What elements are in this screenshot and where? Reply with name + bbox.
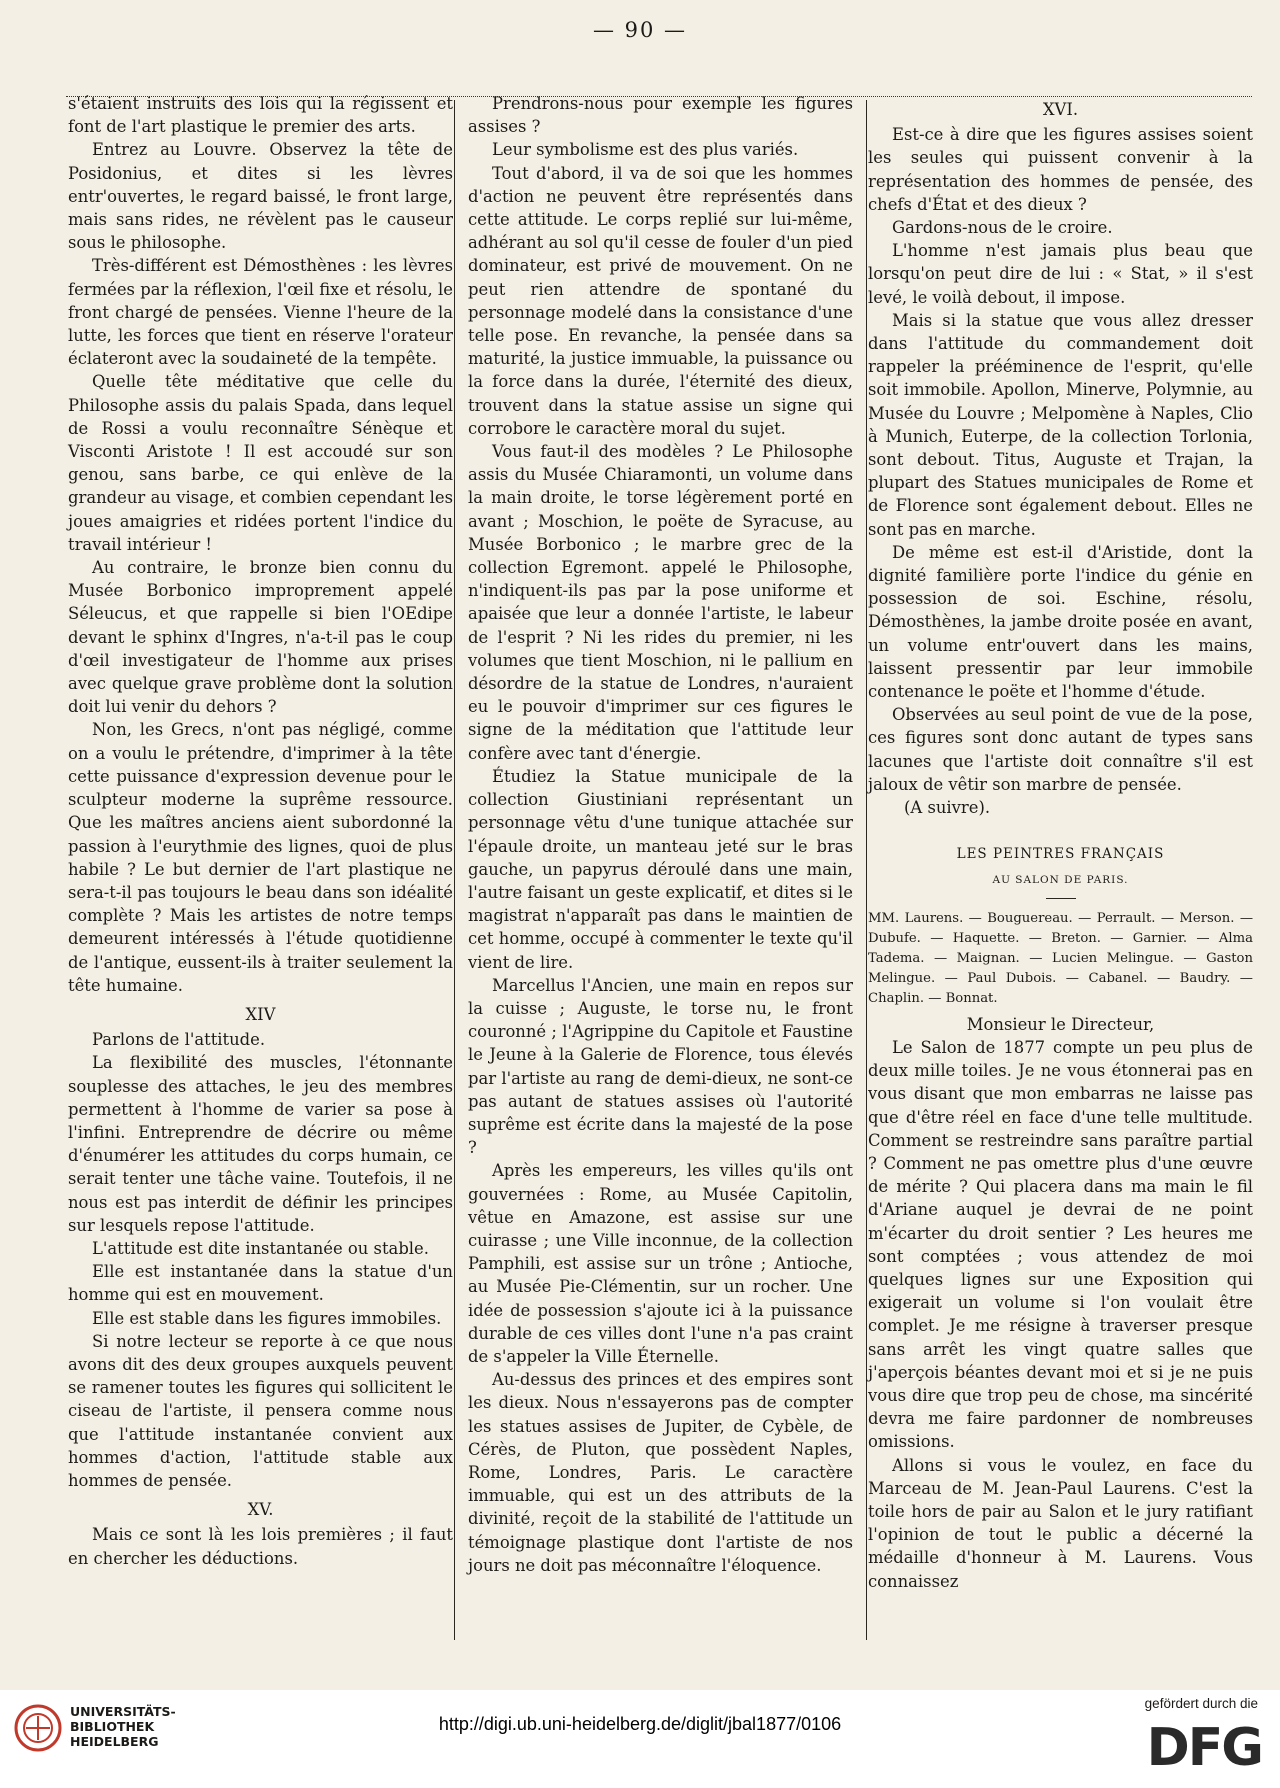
- article-title: LES PEINTRES FRANÇAIS: [956, 846, 1165, 863]
- text-column-2: [468, 92, 853, 1577]
- paragraph: Gardons-nous de le croire.: [892, 218, 1113, 238]
- paragraph: Allons si vous le voulez, en face du Marceau de M. Jean-Paul Laurens. C'est la toile hors de pair au Salon et le jury ratifiant l'opinion de tout le public a décerné la médaille d'honneur à M. Laurens. Vous connaissez: [868, 1455, 1253, 1591]
- paragraph: Leur symbolisme est des plus variés.: [492, 140, 799, 160]
- artist-list: MM. Laurens. — Bouguereau. — Perrault. — Merson. — Dubufe. — Haquette. — Breton. — Garnier. — Alma Tadema. — Maignan. — Lucien Melingue. — Gaston Melingue. — Paul Dubois. — Cabanel. — Baudry. — Chaplin. — Bonnat.: [868, 910, 1253, 1006]
- paragraph: Est-ce à dire que les figures assises soient les seules qui puissent convenir à la représentation des hommes de pensée, des chefs d'État et des dieux ?: [868, 125, 1253, 214]
- logo-line: HEIDELBERG: [70, 1734, 159, 1749]
- section-heading-xv: XV.: [247, 1500, 274, 1520]
- paragraph: Très-différent est Démosthènes : les lèvres fermées par la réflexion, l'œil fixe et résolu, le front chargé de pensées. Vienne l'heure de la lutte, les forces que tient en réserve l'orateur éclateront avec la soudaineté de la tempête.: [68, 256, 453, 369]
- paragraph: Entrez au Louvre. Observez la tête de Posidonius, et dites si les lèvres entr'ouvertes, le regard baissé, le front large, mais sans rides, ne révèlent pas le causeur sous le philosophe.: [68, 140, 453, 253]
- paragraph: Tout d'abord, il va de soi que les hommes d'action ne peuvent être représentés dans cette attitude. Le corps replié sur lui-même, adhérant au sol qu'il cesse de fouler d'un pied dominateur, est privé de mouvement. On ne peut rien attendre de spontané du personnage modelé dans la consistance d'une telle pose. En revanche, la pensée dans sa maturité, la justice immuable, la puissance ou la force dans la durée, l'éternité des dieux, trouvent dans la statue assise un signe qui corrobore le caractère moral du sujet.: [468, 163, 853, 438]
- paragraph: Elle est stable dans les figures immobiles.: [92, 1308, 442, 1328]
- digitization-footer: [0, 1690, 1280, 1788]
- dfg-logo: DFG: [1146, 1718, 1262, 1778]
- paragraph: Non, les Grecs, n'ont pas négligé, comme on a voulu le prétendre, d'imprimer à la tête cette puissance d'expression devenue pour le sculpteur moderne la suprême ressource. Que les maîtres anciens aient subordonné la passion à l'eurythmie des lignes, quoi de plus habile ? Le but dernier de l'art plastique ne sera-t-il pas toujours le beau dans son idéalité complète ? Mais les artistes de notre temps demeurent intéressés à l'étude quotidienne de l'antique, eussent-ils à traiter seulement la tête humaine.: [68, 720, 453, 995]
- to-be-continued: (A suivre).: [904, 798, 991, 818]
- paragraph: Au contraire, le bronze bien connu du Musée Borbonico improprement appelé Séleucus, et que rappelle si bien l'OEdipe devant le sphinx d'Ingres, n'a-t-il pas le coup d'œil investigateur de l'homme aux prises avec quelque grave problème dont la solution doit lui venir du dehors ?: [68, 558, 453, 717]
- logo-line: BIBLIOTHEK: [70, 1719, 155, 1734]
- paragraph: Quelle tête méditative que celle du Philosophe assis du palais Spada, dans lequel de Rossi a voulu reconnaître Sénèque et Visconti Aristote ! Il est accoudé sur son genou, sans barbe, ce qui enlève de la grandeur au visage, et combien cependant les joues amaigries et ridées portent l'indice du travail intérieur !: [68, 372, 453, 554]
- paragraph: De même est est-il d'Aristide, dont la dignité familière porte l'indice du génie en possession de soi. Eschine, résolu, Démosthènes, la jambe droite posée en avant, un volume entr'ouvert dans les mains, laissent pressentir par leur immobile contenance le poëte et l'homme d'étude.: [868, 542, 1253, 702]
- section-heading-xiv: XIV: [245, 1004, 276, 1024]
- paragraph: Si notre lecteur se reporte à ce que nous avons dit des deux groupes auxquels peuvent se ramener toutes les figures qui sollicitent le ciseau de l'artiste, il pensera comme nous que l'attitude instantanée convient aux hommes d'action, l'attitude stable aux hommes de pensée.: [68, 1331, 453, 1490]
- paragraph: Après les empereurs, les villes qu'ils ont gouvernées : Rome, au Musée Capitolin, vêtue en Amazone, est assise sur une cuirasse ; une Ville inconnue, de la collection Pamphili, est assise sur un trône ; Antioche, au Musée Pie-Clémentin, sur un rocher. Une idée de possession s'ajoute ici à la puissance durable de ces villes dont l'une n'a pas craint de s'appeler la Ville Éternelle.: [468, 1161, 853, 1366]
- funding-note: gefördert durch die: [1144, 1696, 1258, 1711]
- page-number: — 90 —: [592, 18, 688, 42]
- section-heading-xvi: XVI.: [1042, 100, 1079, 119]
- paragraph: L'homme n'est jamais plus beau que lorsqu'on peut dire de lui : « Stat, » il s'est levé, le voilà debout, il impose.: [868, 241, 1253, 307]
- paragraph: Au-dessus des princes et des empires sont les dieux. Nous n'essayerons pas de compter les statues assises de Jupiter, de Cybèle, de Cérès, de Pluton, que possèdent Naples, Rome, Londres, Paris. Le caractère immuable, qui est un des attributs de la divinité, reçoit de la stabilité de l'attitude un témoignage plastique dont l'artiste de nos jours ne doit pas méconnaître l'éloquence.: [468, 1370, 853, 1575]
- column-divider-2: [866, 100, 867, 1640]
- paragraph: Prendrons-nous pour exemple les figures assises ?: [468, 94, 853, 137]
- paragraph: La flexibilité des muscles, l'étonnante souplesse des attaches, le jeu des membres permettent à l'homme de varier sa pose à l'infini. Entreprendre de décrire ou même d'énumérer les attitudes du corps humain, ce serait tenter une tâche vaine. Toutefois, il ne nous est pas interdit de définir les principes sur lesquels repose l'attitude.: [68, 1053, 453, 1235]
- text-column-3: [868, 92, 1253, 1593]
- paragraph: Parlons de l'attitude.: [92, 1030, 266, 1050]
- paragraph: Mais ce sont là les lois premières ; il faut en chercher les déductions.: [68, 1525, 453, 1568]
- paragraph: L'attitude est dite instantanée ou stable.: [92, 1238, 429, 1258]
- column-divider-1: [454, 100, 455, 1640]
- title-rule: [1046, 898, 1076, 899]
- paragraph: Vous faut-il des modèles ? Le Philosophe assis du Musée Chiaramonti, un volume dans la main droite, le torse légèrement porté en avant ; Moschion, le poëte de Syracuse, au Musée Borbonico ; le marbre grec de la collection Egremont. appelé le Philosophe, n'indiquent-ils pas par la pose uniforme et apaisée que leur a donnée l'artiste, le labeur de l'esprit ? Ni les rides du premier, ni les volumes que tient Moschion, ni le pallium en désordre de la statue de Londres, n'auraient eu le pouvoir d'imprimer sur ces figures le signe de la méditation que l'attitude leur confère avec tant d'énergie.: [468, 442, 853, 763]
- paragraph: Étudiez la Statue municipale de la collection Giustiniani représentant un personnage vêtu d'une tunique attachée sur l'épaule droite, un manteau jeté sur le bras gauche, un papyrus déroulé dans une main, l'autre faisant un geste explicatif, et dites si le magistrat n'apparaît pas dans le maintien de cet homme, occupé à commenter le texte qu'il vient de lire.: [468, 766, 853, 972]
- paragraph: Observées au seul point de vue de la pose, ces figures sont donc autant de types sans lacunes que l'artiste doit connaître s'il est jaloux de vêtir son marbre de pensée.: [868, 705, 1253, 794]
- salutation: Monsieur le Directeur,: [966, 1014, 1155, 1034]
- paragraph: Marcellus l'Ancien, une main en repos sur la cuisse ; Auguste, le torse nu, le front couronné ; l'Agrippine du Capitole et Faustine le Jeune à la Galerie de Florence, tous élevés par l'artiste au rang de demi-dieux, ne sont-ce pas autant de statues assises où l'autorité suprême est écrite dans la majesté de la pose ?: [468, 975, 853, 1158]
- permalink[interactable]: http://digi.ub.uni-heidelberg.de/diglit/jbal1877/0106: [438, 1714, 842, 1734]
- logo-line: UNIVERSITÄTS-: [70, 1704, 176, 1719]
- paragraph: s'étaient instruits des lois qui la régissent et font de l'art plastique le premier des arts.: [68, 94, 453, 137]
- article-subtitle: AU SALON DE PARIS.: [992, 873, 1129, 886]
- paragraph: Mais si la statue que vous allez dresser dans l'attitude du commandement doit rappeler la prééminence de l'esprit, qu'elle soit immobile. Apollon, Minerve, Polymnie, au Musée du Louvre ; Melpomène à Naples, Clio à Munich, Euterpe, de la collection Torlonia, sont debout. Titus, Auguste et Trajan, la plupart des Statues municipales de Rome et de Florence sont également debout. Elles ne sont pas en marche.: [868, 310, 1253, 539]
- paragraph: Elle est instantanée dans la statue d'un homme qui est en mouvement.: [68, 1262, 453, 1305]
- text-column-1: [68, 92, 453, 1570]
- paragraph: Le Salon de 1877 compte un peu plus de deux mille toiles. Je ne vous étonnerai pas en vous disant que mon embarras ne laisse pas que d'être réel en face d'une telle multitude. Comment se restreindre sans paraître partial ? Comment ne pas omettre plus d'une œuvre de mérite ? Qui placera dans ma main le fil d'Ariane auquel je devrai de ne point m'écarter du droit sentier ? Les heures me sont comptées ; vous attendez de moi quelques lignes sur une Exposition qui exigerait un volume si l'on voulait être complet. Je me résigne à traverser presque sans arrêt les vingt quatre salles que j'aperçois béantes devant moi et si je ne puis vous dire que trop peu de chose, ma sincérité devra me faire pardonner de nombreuses omissions.: [868, 1037, 1253, 1452]
